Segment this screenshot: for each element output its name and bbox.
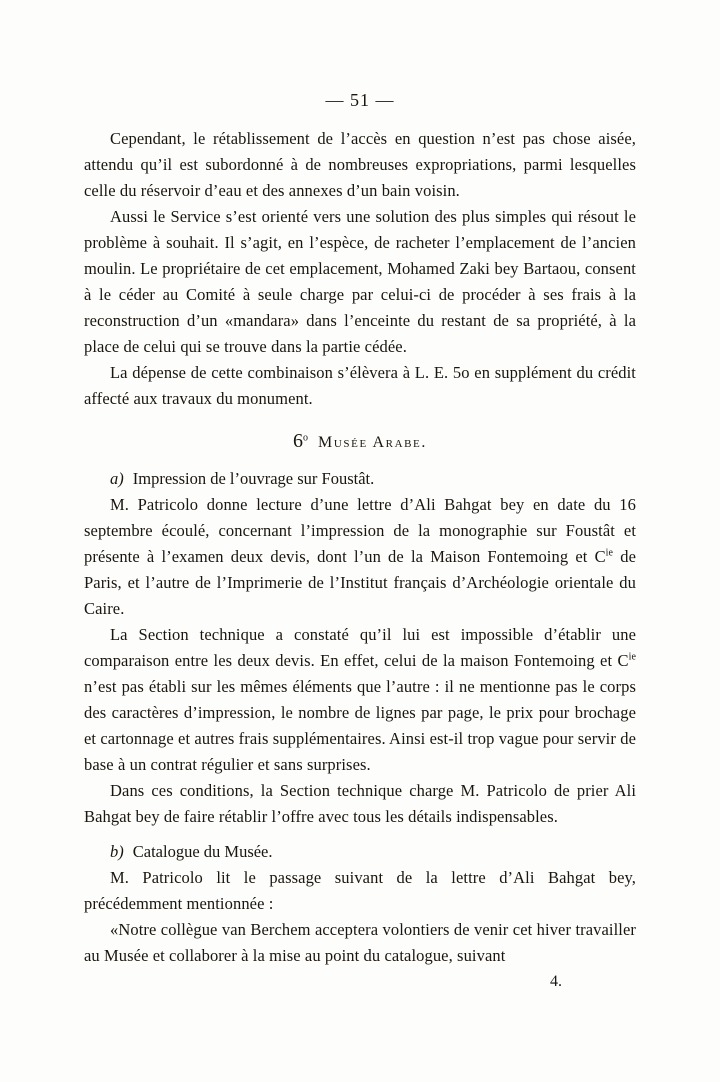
signature-mark: 4. bbox=[550, 973, 562, 990]
paragraph-conditions: Dans ces conditions, la Section technique charge M. Patricolo de prier Ali Bahgat bey de faire rétablir l’offre avec tous les détails indispensables. bbox=[84, 781, 636, 826]
subsection-b-title: Catalogue du Musée. bbox=[132, 842, 273, 861]
section-number: 6 bbox=[293, 430, 304, 452]
paragraph-section-technique-devis: La Section technique a constaté qu’il lui est impossible d’établir une comparaison entre les deux devis. En effet, celui de la maison Fontemoing et $C^{ie}$ n’est pas établi sur les mêmes éléments que l’autre : il ne mentionne pas le corps des caractères d’impression, le nombre de lignes par page, le prix pour brochage et cartonnage et autres frais supplémentaires. Ainsi est-il trop vague pour servir de base à un contrat régulier et sans surprises. bbox=[84, 625, 636, 774]
paragraph-depense: La dépense de cette combinaison s’élèvera à L. E. 5o en supplément du crédit affecté aux travaux du monument. bbox=[84, 363, 636, 408]
subsection-a bbox=[84, 466, 636, 492]
section-title: Musée Arabe. bbox=[318, 434, 427, 451]
paragraph-patricolo-lecture: M. Patricolo donne lecture d’une lettre d’Ali Bahgat bey en date du 16 septembre écoulé, concernant l’impression de la monographie sur Foustât et présente à l’examen deux devis, dont l’un de la Maison Fontemoing et $C^{ie}$ de Paris, et l’autre de l’Imprimerie de l’Institut français d’Archéologie orientale du Caire. bbox=[84, 495, 637, 618]
subsection-b-letter: b) bbox=[110, 842, 124, 861]
paragraph-access-restoration: Cependant, le rétablissement de l’accès en question n’est pas chose aisée, attendu qu’il est subordonné à de nombreuses expropriations, parmi lesquelles celle du réservoir d’eau et des annexes d’un bain voisin. bbox=[84, 129, 636, 200]
section-heading-musee-arabe bbox=[84, 430, 636, 453]
paragraph-van-berchem-quote: «Notre collègue van Berchem acceptera volontiers de venir cet hiver travailler au Musée et collaborer à la mise au point du catalogue, suivant bbox=[84, 920, 636, 965]
subsection-b bbox=[84, 839, 636, 865]
paragraph-service-solution: Aussi le Service s’est orienté vers une solution des plus simples qui résout le problème à souhait. Il s’agit, en l’espèce, de racheter l’emplacement de l’ancien moulin. Le propriétaire de cet emplacement, Mohamed Zaki bey Bartaou, consent à le céder au Comité à seule charge par celui-ci de procéder à ses frais à la reconstruction d’un «mandara» dans l’enceinte du restant de sa propriété, à la place de celui qui se trouve dans la partie cédée. bbox=[84, 207, 636, 356]
subsection-a-title: Impression de l’ouvrage sur Foustât. bbox=[132, 469, 375, 488]
section-ordinal: o bbox=[303, 432, 309, 444]
paragraph-patricolo-passage: M. Patricolo lit le passage suivant de la lettre d’Ali Bahgat bey, précédemment mentionnée : bbox=[84, 868, 636, 913]
page-number: — 51 — bbox=[325, 90, 395, 110]
page-content bbox=[84, 90, 636, 995]
subsection-a-letter: a) bbox=[110, 469, 124, 488]
